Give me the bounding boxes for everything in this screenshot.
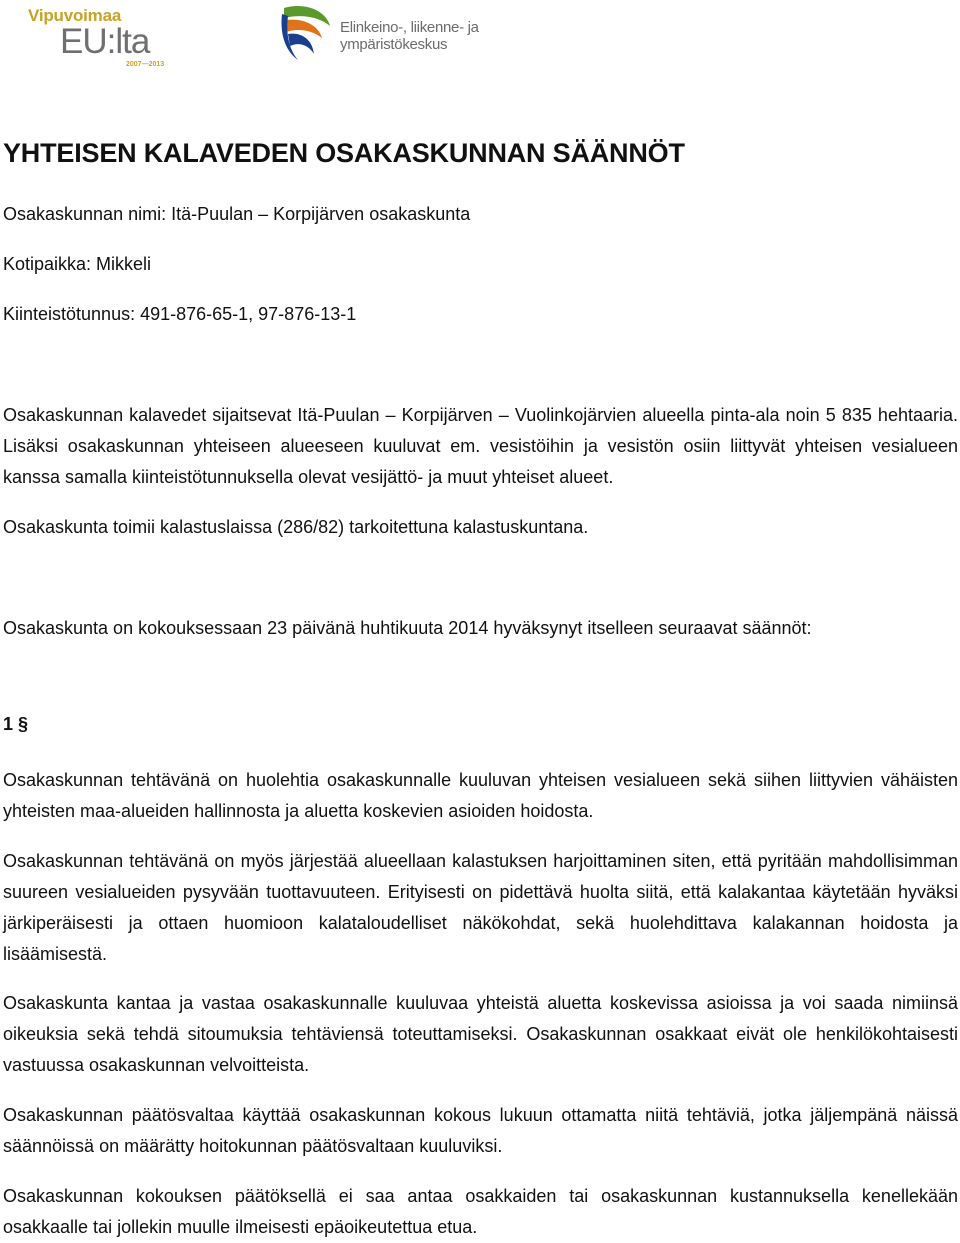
info-property-id: Kiinteistötunnus: 491-876-65-1, 97-876-13-1 [3, 304, 357, 324]
document-title: YHTEISEN KALAVEDEN OSAKASKUNNAN SÄÄNNÖT [3, 138, 685, 168]
eu-logo-wordmark: EU:lta [60, 22, 150, 61]
eu-logo [22, 4, 172, 70]
section-paragraph: Osakaskunnan tehtävänä on huolehtia osakaskunnalle kuuluvan yhteisen vesialueen sekä siihen liittyvien vähäisten yhteisten maa-alueiden hallinnosta ja aluetta koskevien asioiden hoidosta. [3, 770, 958, 821]
header-logos [0, 0, 960, 80]
eu-logo-years: 2007—2013 [126, 61, 165, 68]
ely-logo-line1: Elinkeino-, liikenne- ja [340, 19, 479, 36]
section-paragraph: Osakaskunnan tehtävänä on myös järjestää alueellaan kalastuksen harjoittaminen siten, että pyritään mahdollisimman suureen vesialueiden pysyvään tuottavuuteen. Erityisesti on pidettävä huolta siitä, että kalakantaa käytetään hyväksi järkiperäisesti ja ottaen huomioon kalataloudelliset näkökohdat, sekä huolehdittava kalakannan hoidosta ja lisäämisestä. [3, 851, 958, 964]
ely-logo-text [340, 19, 479, 53]
ely-emblem-icon [278, 4, 334, 62]
section-heading: 1 § [3, 714, 29, 734]
info-name: Osakaskunnan nimi: Itä-Puulan – Korpijärven osakaskunta [3, 204, 471, 224]
ely-logo-line2: ympäristökeskus [340, 36, 448, 53]
intro-paragraph: Osakaskunnan kalavedet sijaitsevat Itä-Puulan – Korpijärven – Vuolinkojärvien alueella pinta-ala noin 5 835 hehtaaria. Lisäksi osakaskunnan yhteiseen alueeseen kuuluvat em. vesistöihin ja vesistön osiin liittyvät yhteisen vesialueen kanssa samalla kiinteistötunnuksella olevat vesijättö- ja muut yhteiset alueet. [3, 405, 958, 487]
intro-fishing-law: Osakaskunta toimii kalastuslaissa (286/82) tarkoitettuna kalastuskuntana. [3, 517, 589, 537]
ely-logo [278, 4, 518, 64]
section-paragraph: Osakaskunnan päätösvaltaa käyttää osakaskunnan kokous lukuun ottamatta niitä tehtäviä, jotka jäljempänä näissä säännöissä on määrätty hoitokunnan päätösvaltaan kuuluviksi. [3, 1105, 958, 1156]
section-paragraph: Osakaskunnan kokouksen päätöksellä ei saa antaa osakkaiden tai osakaskunnan kustannuksella kenellekään osakkaalle tai jollekin muulle ilmeisesti epäoikeutettua etua. [3, 1186, 958, 1237]
section-paragraph: Osakaskunta kantaa ja vastaa osakaskunnalle kuuluvaa yhteistä aluetta koskevissa asioissa ja voi saada nimiinsä oikeuksia sekä tehdä sitoumuksia tehtäviensä toteuttamiseksi. Osakaskunnan osakkaat eivät ole henkilökohtaisesti vastuussa osakaskunnan velvoitteista. [3, 993, 958, 1075]
info-home: Kotipaikka: Mikkeli [3, 254, 152, 274]
intro-meeting: Osakaskunta on kokouksessaan 23 päivänä huhtikuuta 2014 hyväksynyt itselleen seuraavat säännöt: [3, 618, 812, 638]
eu-logo-tagline: Vipuvoimaa [28, 6, 122, 25]
